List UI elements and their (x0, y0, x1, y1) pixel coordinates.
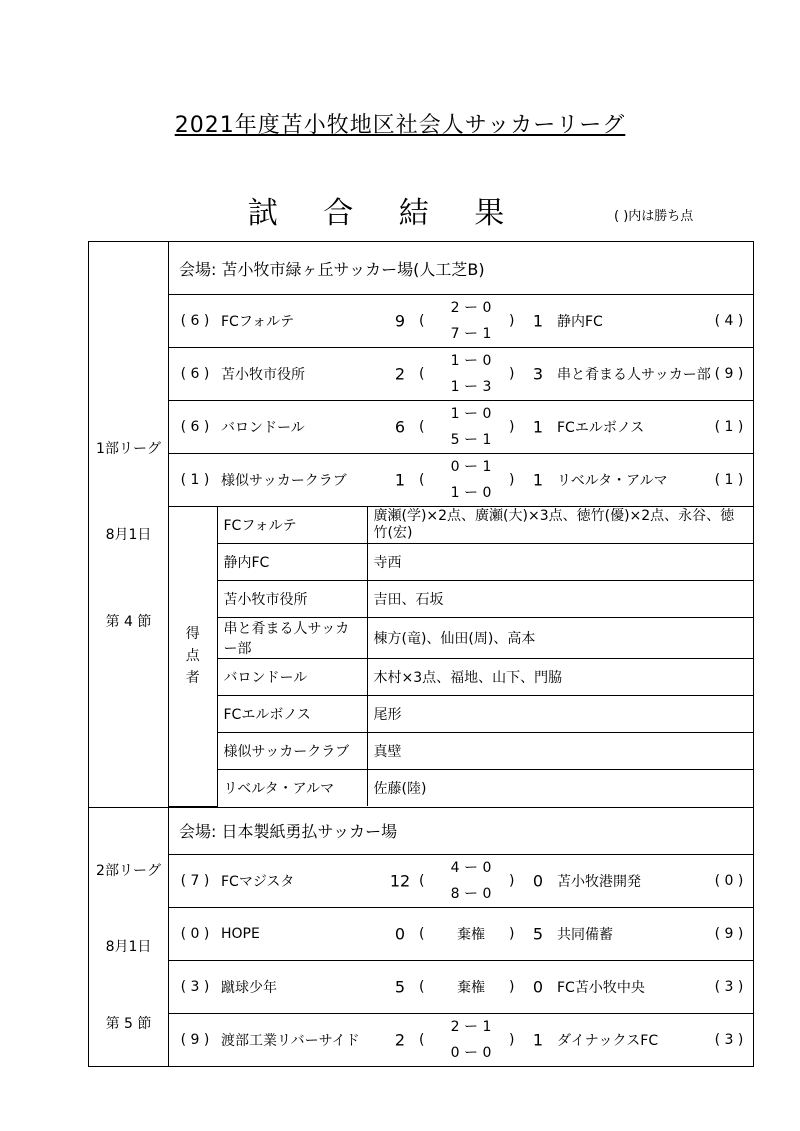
match-row (169, 855, 753, 907)
scorer-team: 苫小牧市役所 (217, 581, 367, 618)
open-paren: ( (419, 366, 425, 382)
scorer-team: FCフォルテ (217, 507, 367, 544)
section2-venue: 会場: 日本製紙勇払サッカー場 (169, 807, 754, 854)
half-scores: 0 ー 1 1 ー 0 (450, 459, 492, 501)
away-points: ( 0 ) (714, 872, 744, 889)
match-row (169, 454, 753, 506)
half-scores: 2 ー 1 0 ー 0 (450, 1018, 492, 1061)
away-points: ( 9 ) (714, 925, 744, 942)
home-points: ( 7 ) (180, 872, 210, 889)
points-note: ( )内は勝ち点 (614, 209, 694, 224)
home-team: 蹴球少年 (221, 979, 277, 996)
forfeit-label: 棄権 (457, 926, 485, 943)
away-points: ( 1 ) (714, 472, 744, 488)
home-points: ( 6 ) (180, 419, 210, 435)
scorers-row (89, 507, 754, 808)
section2-round: 第 5 節 (105, 1016, 152, 1033)
home-score: 1 (394, 470, 406, 490)
away-score: 5 (532, 924, 544, 943)
close-paren: ) (509, 366, 515, 382)
home-team: 苫小牧市役所 (221, 367, 305, 383)
home-team: 渡部工業リバーサイド (221, 1032, 360, 1049)
home-team: FCフォルテ (221, 314, 295, 330)
scorer-players: 吉田、石坂 (367, 581, 753, 618)
away-points: ( 3 ) (714, 978, 744, 995)
away-team: ダイナックスFC (557, 1032, 659, 1049)
away-score: 1 (532, 417, 544, 437)
home-score: 12 (389, 871, 411, 890)
scorers-table (169, 507, 753, 807)
open-paren: ( (419, 925, 425, 942)
home-team: FCマジスタ (221, 873, 295, 890)
scorer-players: 佐藤(陸) (373, 781, 427, 797)
away-points: ( 1 ) (714, 419, 744, 435)
scorer-players: 木村×3点、福地、山下、門脇 (367, 659, 753, 696)
scorer-team: 静内FC (217, 544, 367, 581)
away-score: 3 (532, 364, 544, 384)
section1-date: 8月1日 (105, 527, 152, 544)
scorer-team: 串と肴まる人サッカー部 (217, 618, 367, 659)
section1-venue-row (89, 242, 754, 295)
section2-league: 2部リーグ (96, 862, 161, 879)
match-row (169, 1014, 753, 1066)
scorer-team: バロンドール (217, 659, 367, 696)
section1-info (89, 242, 169, 808)
close-paren: ) (509, 1031, 515, 1048)
home-points: ( 3 ) (180, 978, 210, 995)
away-score: 0 (532, 871, 544, 890)
home-score: 2 (394, 364, 406, 384)
home-points: ( 9 ) (180, 1031, 210, 1048)
scorer-team: 様似サッカークラブ (217, 733, 367, 770)
away-points: ( 3 ) (714, 1031, 744, 1048)
section1-league: 1部リーグ (96, 440, 161, 457)
scorer-team: FCエルボノス (217, 696, 367, 733)
open-paren: ( (419, 872, 425, 889)
home-points: ( 1 ) (180, 472, 210, 488)
section1-venue: 会場: 苫小牧市緑ヶ丘サッカー場(人工芝B) (169, 242, 754, 295)
section2-info (89, 807, 169, 1066)
open-paren: ( (419, 472, 425, 488)
home-score: 0 (394, 924, 406, 943)
away-team: リベルタ・アルマ (557, 473, 668, 489)
home-score: 9 (394, 311, 406, 331)
results-table (88, 241, 754, 1067)
scorer-players: 尾形 (367, 696, 753, 733)
section2-venue-row (89, 807, 754, 854)
close-paren: ) (509, 472, 515, 488)
open-paren: ( (419, 1031, 425, 1048)
home-points: ( 0 ) (180, 925, 210, 942)
scorer-team: リベルタ・アルマ (217, 770, 367, 807)
section2-date: 8月1日 (105, 939, 152, 956)
home-team: バロンドール (221, 420, 305, 436)
scorer-players: 寺西 (367, 544, 753, 581)
home-points: ( 6 ) (180, 366, 210, 382)
away-score: 1 (532, 470, 544, 490)
half-scores: 1 ー 0 1 ー 3 (450, 353, 492, 395)
away-team: 共同備蓄 (557, 926, 613, 943)
close-paren: ) (509, 872, 515, 889)
away-score: 1 (532, 1030, 544, 1049)
half-scores: 2 ー 0 7 ー 1 (450, 300, 492, 342)
match-row (169, 295, 753, 347)
results-heading: 試 合 結 果 (247, 196, 523, 231)
home-score: 5 (394, 977, 406, 996)
away-team: FCエルボノス (557, 420, 645, 436)
section1-round: 第 4 節 (105, 613, 152, 630)
away-team: FC苫小牧中央 (557, 979, 645, 996)
scorers-label: 得 点 者 (169, 507, 217, 806)
half-scores: 1 ー 0 5 ー 1 (450, 406, 492, 448)
match-row (169, 908, 753, 960)
scorer-players: 棟方(竜)、仙田(周)、高本 (367, 618, 753, 659)
away-score: 0 (532, 977, 544, 996)
forfeit-label: 棄権 (457, 979, 485, 996)
scorer-players: 廣瀬(学)×2点、廣瀬(大)×3点、徳竹(優)×2点、永谷、徳竹(宏) (367, 507, 753, 544)
home-team: 様似サッカークラブ (221, 473, 347, 489)
home-score: 6 (394, 417, 406, 437)
home-points: ( 6 ) (180, 313, 210, 329)
away-points: ( 4 ) (714, 313, 744, 329)
scorer-players: 真壁 (367, 733, 753, 770)
away-team: 静内FC (557, 314, 603, 330)
open-paren: ( (419, 419, 425, 435)
close-paren: ) (509, 313, 515, 329)
document-title: 2021年度苫小牧地区社会人サッカーリーグ (174, 113, 626, 138)
away-team: 苫小牧港開発 (557, 873, 641, 890)
match-row (169, 348, 753, 400)
match-row (169, 401, 753, 453)
half-scores: 4 ー 0 8 ー 0 (450, 859, 492, 902)
close-paren: ) (509, 978, 515, 995)
away-points: ( 9 ) (714, 366, 744, 382)
away-team: 串と肴まる人サッカー部 (557, 367, 711, 383)
close-paren: ) (509, 925, 515, 942)
home-score: 2 (394, 1030, 406, 1049)
match-row (169, 961, 753, 1013)
away-score: 1 (532, 311, 544, 331)
open-paren: ( (419, 978, 425, 995)
close-paren: ) (509, 419, 515, 435)
open-paren: ( (419, 313, 425, 329)
home-team: HOPE (221, 925, 260, 942)
